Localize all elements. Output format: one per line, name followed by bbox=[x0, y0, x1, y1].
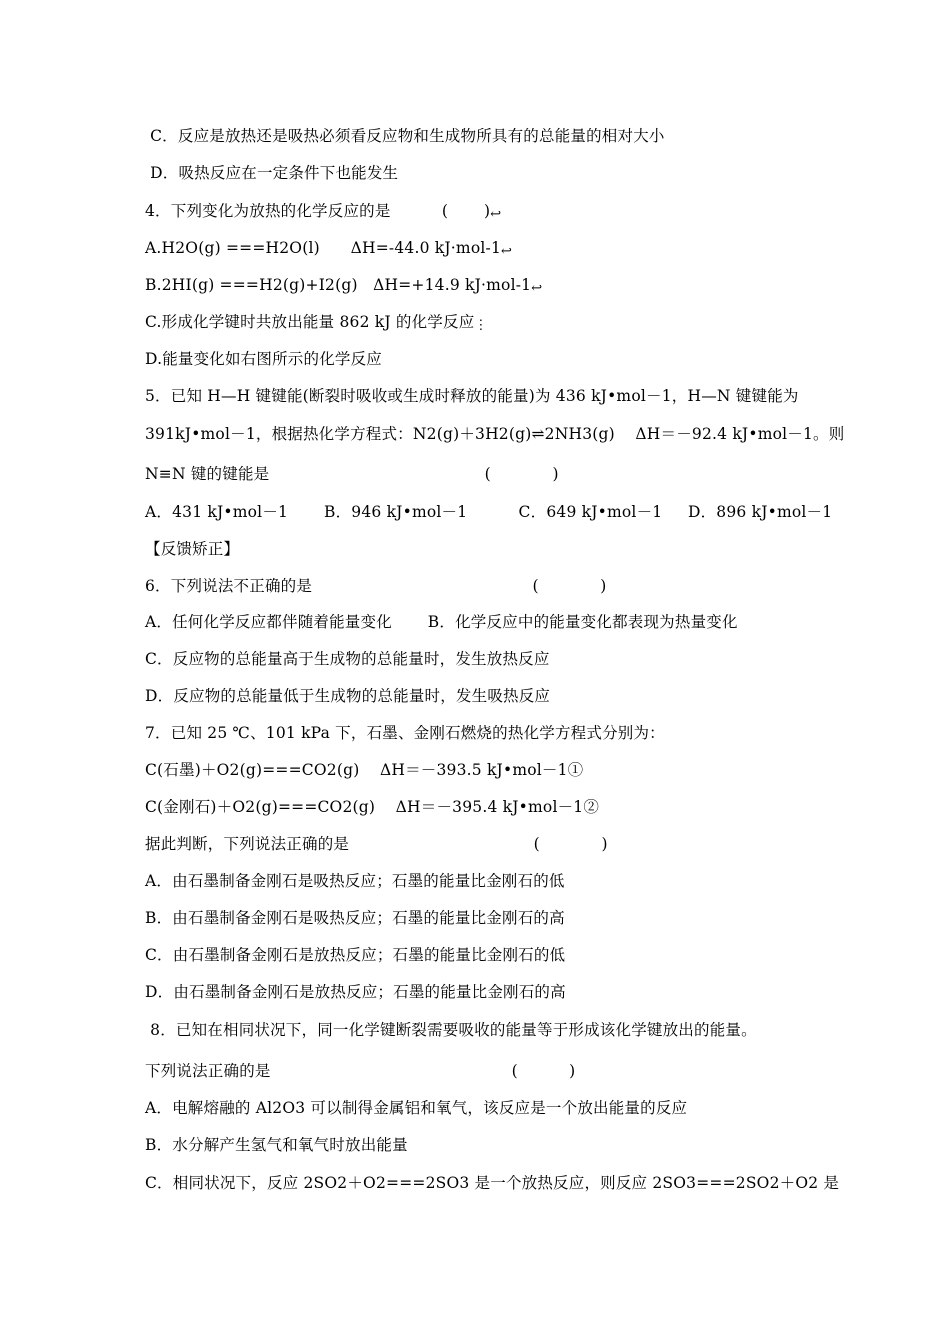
option-d: D．由石墨制备金刚石是放热反应；石墨的能量比金刚石的高 bbox=[145, 983, 566, 1001]
text-line: 据此判断，下列说法正确的是 ( ) bbox=[145, 835, 608, 853]
text-line: 下列说法正确的是 ( ) bbox=[145, 1062, 576, 1080]
option-d: D．反应物的总能量低于生成物的总能量时，发生吸热反应 bbox=[145, 687, 551, 705]
text-line: 391kJ•mol－1，根据热化学方程式：N2(g)＋3H2(g)⇌2NH3(g) ΔH＝－92.4 kJ•mol－1。则 bbox=[145, 425, 845, 443]
option-b: B.2HI(g) ===H2(g)+I2(g) ΔH=+14.9 kJ·mol-1↩ bbox=[145, 276, 543, 296]
option-c: C．相同状况下，反应 2SO2＋O2===2SO3 是一个放热反应，则反应 2SO3===2SO2＋O2 是 bbox=[145, 1174, 840, 1192]
question-5: 5．已知 H—H 键键能(断裂时吸收或生成时释放的能量)为 436 kJ•mol－1，H—N 键键能为 bbox=[145, 387, 799, 405]
option-b: B．由石墨制备金刚石是吸热反应；石墨的能量比金刚石的高 bbox=[145, 909, 565, 927]
edit-mark-icon: ↩ bbox=[531, 281, 543, 296]
question-8: 8．已知在相同状况下，同一化学键断裂需要吸收的能量等于形成该化学键放出的能量。 bbox=[145, 1021, 757, 1039]
option-c: C.形成化学键时共放出能量 862 kJ 的化学反应⋮ bbox=[145, 313, 488, 333]
option-a: A.H2O(g) ===H2O(l) ΔH=-44.0 kJ·mol-1↩ bbox=[145, 239, 513, 259]
option-c: C．由石墨制备金刚石是放热反应；石墨的能量比金刚石的低 bbox=[145, 946, 566, 964]
equation-1: C(石墨)＋O2(g)===CO2(g) ΔH＝－393.5 kJ•mol－1① bbox=[145, 761, 584, 779]
edit-mark-icon: ↩ bbox=[501, 244, 513, 259]
question-6: 6．下列说法不正确的是 ( ) bbox=[145, 577, 607, 595]
section-heading: 【反馈矫正】 bbox=[145, 540, 240, 558]
text-line: N≡N 键的键能是 ( ) bbox=[145, 465, 559, 483]
text-line: C．反应是放热还是吸热必须看反应物和生成物所具有的总能量的相对大小 bbox=[145, 127, 665, 145]
option-b: B．水分解产生氢气和氧气时放出能量 bbox=[145, 1136, 408, 1154]
option-c: C．反应物的总能量高于生成物的总能量时，发生放热反应 bbox=[145, 650, 550, 668]
option-a: A．电解熔融的 Al2O3 可以制得金属铝和氧气，该反应是一个放出能量的反应 bbox=[145, 1099, 688, 1117]
options-row: A．431 kJ•mol－1 B．946 kJ•mol－1 C．649 kJ•mol－1 D．896 kJ•mol－1 bbox=[145, 503, 833, 521]
edit-mark-icon: ↩ bbox=[490, 207, 502, 222]
option-d: D.能量变化如右图所示的化学反应 bbox=[145, 350, 383, 368]
question-7: 7．已知 25 ℃、101 kPa 下，石墨、金刚石燃烧的热化学方程式分别为： bbox=[145, 724, 665, 742]
options-row: A．任何化学反应都伴随着能量变化 B．化学反应中的能量变化都表现为热量变化 bbox=[145, 613, 738, 631]
question-4: 4．下列变化为放热的化学反应的是 ( )↩ bbox=[145, 202, 502, 222]
option-a: A．由石墨制备金刚石是吸热反应；石墨的能量比金刚石的低 bbox=[145, 872, 565, 890]
ellipsis-mark-icon: ⋮ bbox=[474, 318, 488, 333]
text-line: D．吸热反应在一定条件下也能发生 bbox=[145, 164, 399, 182]
equation-2: C(金刚石)＋O2(g)===CO2(g) ΔH＝－395.4 kJ•mol－1② bbox=[145, 798, 600, 816]
